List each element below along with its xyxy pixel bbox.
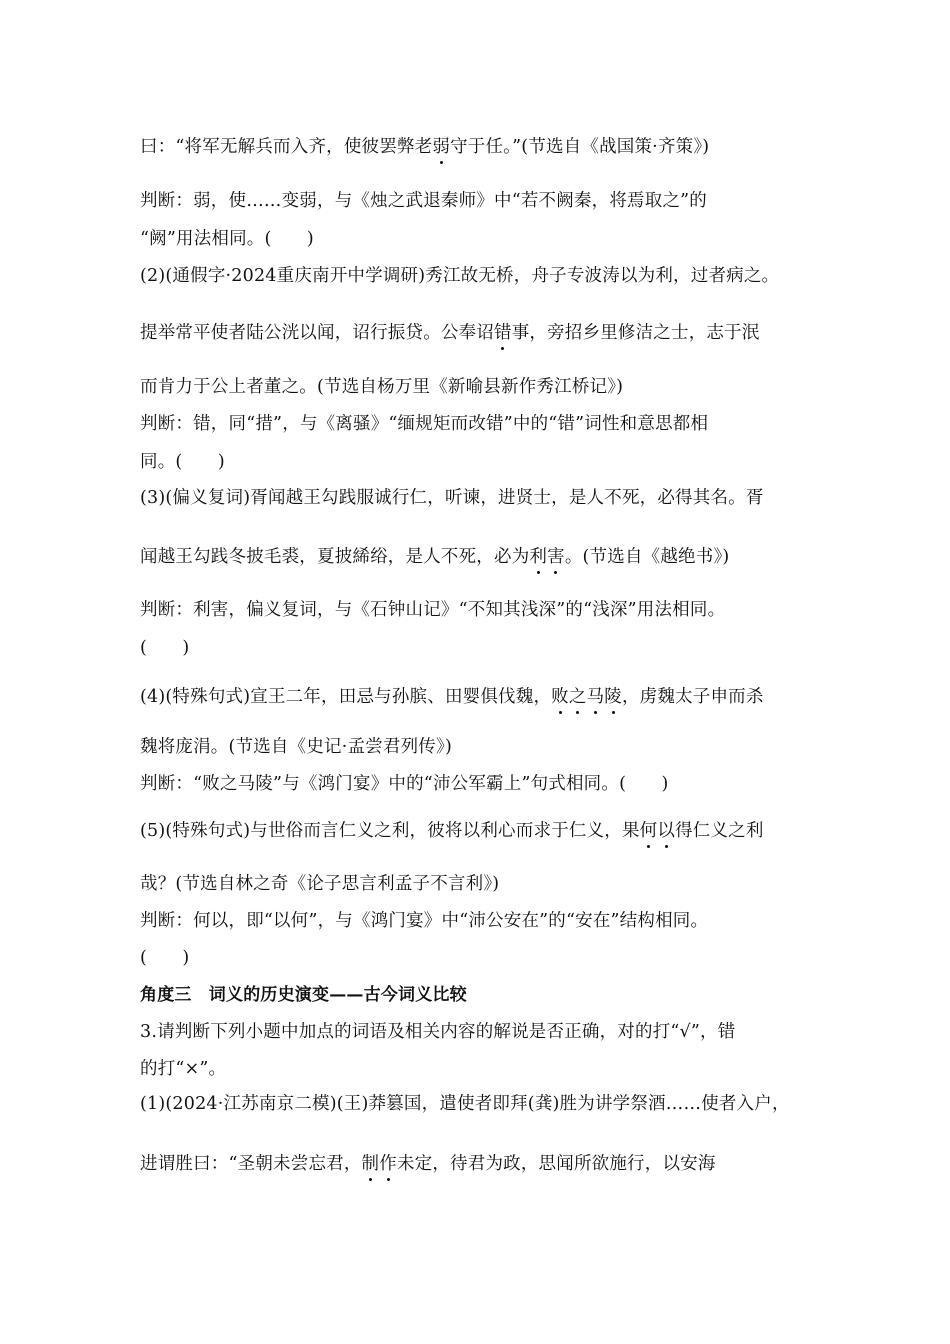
line-text: ，虏魏太子申而杀 xyxy=(621,687,764,707)
text-line xyxy=(140,450,225,474)
text-line xyxy=(140,1020,735,1044)
emphasis-dotted-char: 陵 xyxy=(604,687,622,707)
text-line xyxy=(140,636,189,660)
line-text: 判断：利害，偏义复词，与《石钟山记》“不知其浅深”的“浅深”用法相同。 xyxy=(140,600,726,620)
text-line xyxy=(140,946,189,970)
line-text: 曰：“将军无解兵而入齐，使彼罢弊老 xyxy=(140,137,433,157)
emphasis-dotted-char: 作 xyxy=(379,1154,397,1174)
text-line xyxy=(140,909,708,933)
text-line xyxy=(140,1152,716,1176)
line-text: 判断：错，同“措”，与《离骚》“缅规矩而改错”中的“错”词性和意思都相 xyxy=(140,414,709,434)
line-text: (5)(特殊句式)与世俗而言仁义之利，彼将以利心而求于仁义，果 xyxy=(140,821,640,841)
text-line xyxy=(140,412,708,436)
text-line xyxy=(140,772,669,796)
text-line xyxy=(140,264,779,288)
emphasis-dotted-char: 害 xyxy=(547,547,565,567)
emphasis-dotted-char: 败 xyxy=(551,687,569,707)
text-line xyxy=(140,375,623,399)
line-text: 守于任。”(节选自《战国策·齐策》) xyxy=(450,137,710,157)
line-text: 得仁义之利 xyxy=(675,821,764,841)
line-text: 的打“×”。 xyxy=(140,1059,227,1079)
text-line xyxy=(140,1057,226,1081)
line-text: (1)(2024·江苏南京二模)(王)莽篡国，遣使者即拜(龚)胜为讲学祭酒……使者入户， xyxy=(140,1094,790,1114)
line-text: 判断：“败之马陵”与《鸿门宴》中的“沛公军霸上”句式相同。( ) xyxy=(140,774,669,794)
section-heading xyxy=(140,983,467,1007)
line-text: 魏将庞涓。(节选自《史记·孟尝君列传》) xyxy=(140,737,452,757)
line-text: 哉？(节选自林之奇《论子思言利孟子不言利》) xyxy=(140,874,500,894)
emphasis-dotted-char: 马 xyxy=(586,687,605,707)
text-line xyxy=(140,135,709,159)
emphasis-dotted-char: 弱 xyxy=(432,137,451,157)
line-text: 角度三 词义的历史演变——古今词义比较 xyxy=(140,985,467,1005)
emphasis-dotted-char: 以 xyxy=(657,821,676,841)
text-line xyxy=(140,1092,790,1116)
line-text: 未定，待君为政，思闻所欲施行，以安海 xyxy=(396,1154,716,1174)
emphasis-dotted-char: 何 xyxy=(639,821,658,841)
text-line xyxy=(140,227,314,251)
emphasis-dotted-char: 利 xyxy=(529,547,548,567)
line-text: 同。( ) xyxy=(140,452,225,472)
line-text: 判断：弱，使……变弱，与《烛之武退秦师》中“若不阙秦，将焉取之”的 xyxy=(140,191,707,211)
line-text: 而肯力于公上者董之。(节选自杨万里《新喻县新作秀江桥记》) xyxy=(140,377,624,397)
text-line xyxy=(140,545,729,569)
line-text: (3)(偏义复词)胥闻越王勾践服诚行仁，听谏，进贤士，是人不死，必得其名。胥 xyxy=(140,488,764,508)
line-text: 3.请判断下列小题中加点的词语及相关内容的解说是否正确，对的打“√”，错 xyxy=(140,1022,736,1042)
line-text: (4)(特殊句式)宣王二年，田忌与孙膑、田婴俱伐魏， xyxy=(140,687,552,707)
text-line xyxy=(140,819,764,843)
line-text: 提举常平使者陆公洸以闻，诏行振贷。公奉诏 xyxy=(140,323,494,343)
text-line xyxy=(140,598,725,622)
line-text: ( ) xyxy=(140,638,190,658)
line-text: ( ) xyxy=(140,948,190,968)
line-text: (2)(通假字·2024重庆南开中学调研)秀江故无桥，舟子专波涛以为利，过者病之。 xyxy=(140,266,780,286)
text-line xyxy=(140,685,764,709)
text-line xyxy=(140,872,499,896)
line-text: 闻越王勾践冬披毛裘，夏披絺绤，是人不死，必为 xyxy=(140,547,530,567)
text-line xyxy=(140,735,452,759)
emphasis-dotted-char: 之 xyxy=(568,687,587,707)
line-text: 。(节选自《越绝书》) xyxy=(564,547,730,567)
text-line xyxy=(140,486,764,510)
line-text: 进谓胜曰：“圣朝未尝忘君， xyxy=(140,1154,362,1174)
line-text: “阙”用法相同。( ) xyxy=(140,229,314,249)
emphasis-dotted-char: 错 xyxy=(494,323,512,343)
text-line xyxy=(140,189,707,213)
emphasis-dotted-char: 制 xyxy=(361,1154,380,1174)
text-line xyxy=(140,321,760,345)
line-text: 事，旁招乡里修洁之士，志于泯 xyxy=(511,323,760,343)
line-text: 判断：何以，即“以何”，与《鸿门宴》中“沛公安在”的“安在”结构相同。 xyxy=(140,911,709,931)
